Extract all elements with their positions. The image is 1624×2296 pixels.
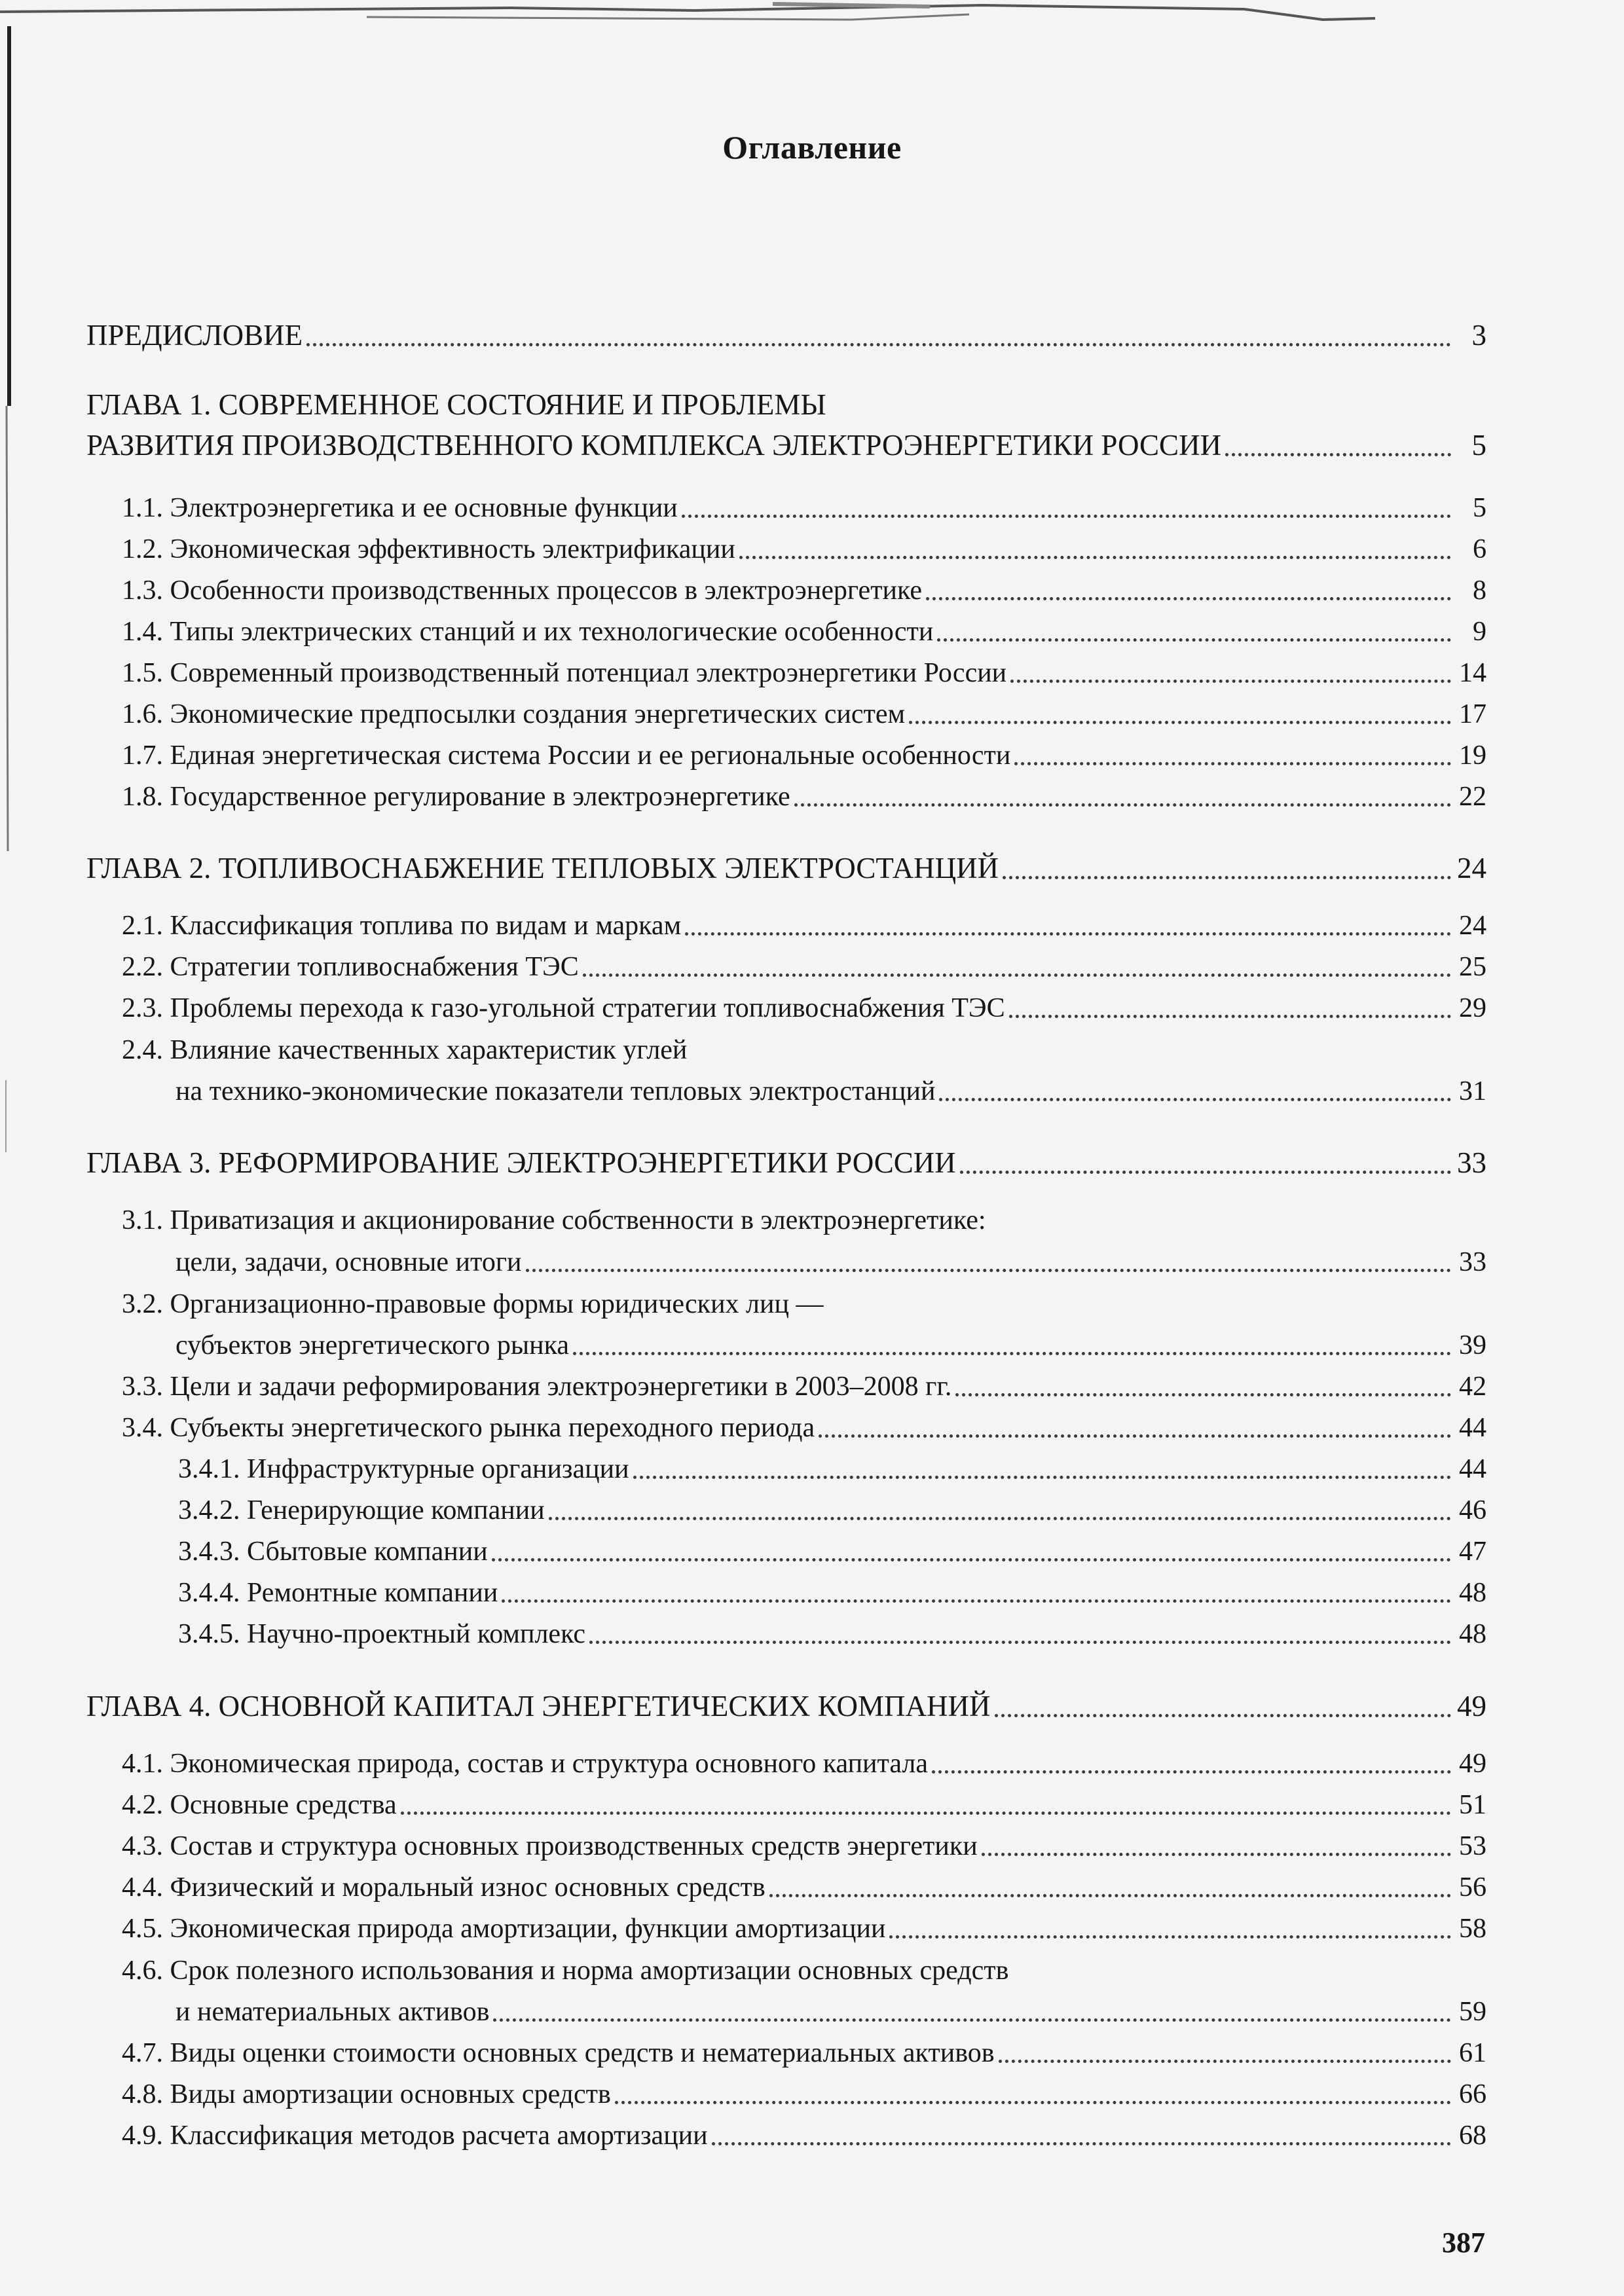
entry-page: 33 [1459,1247,1486,1277]
dot-leader [794,803,1451,807]
entry-page: 51 [1459,1790,1486,1820]
entry-page: 6 [1473,534,1486,564]
entry-title: 1.8. Государственное регулирование в электроэнергетике [122,782,790,812]
entry-title: 1.1. Электроэнергетика и ее основные функции [122,493,678,523]
entry-title: РАЗВИТИЯ ПРОИЗВОДСТВЕННОГО КОМПЛЕКСА ЭЛЕКТРОЭНЕРГЕТИКИ РОССИИ [86,429,1222,462]
dot-leader [909,721,1451,724]
dot-leader [685,932,1451,936]
entry-page: 48 [1459,1578,1486,1608]
dot-leader [995,1714,1451,1717]
toc-entry[interactable] [122,1789,1486,1821]
toc-entry[interactable] [86,1146,1486,1180]
entry-title-line: 3.2. Организационно-правовые формы юридических лиц — [122,1289,824,1319]
dot-leader [889,1935,1451,1939]
toc-entry[interactable] [178,1618,1486,1650]
dot-leader [932,1770,1451,1774]
toc-entry[interactable] [175,1076,1486,1107]
dot-leader [926,597,1451,600]
entry-page: 56 [1459,1872,1486,1903]
entry-page: 59 [1459,1997,1486,2027]
entry-page: 58 [1459,1914,1486,1944]
entry-title: 3.4.2. Генерирующие компании [178,1495,545,1525]
toc-entry[interactable] [86,428,1486,462]
entry-title: 4.3. Состав и структура основных производственных средств энергетики [122,1831,978,1861]
toc-entry[interactable] [122,534,1486,565]
entry-page: 49 [1457,1690,1486,1722]
entry-page: 49 [1459,1749,1486,1779]
toc-entry[interactable] [86,318,1486,352]
entry-title: 4.9. Классификация методов расчета амортизации [122,2121,708,2151]
toc-entry[interactable] [122,657,1486,689]
toc-entry[interactable] [178,1453,1486,1485]
toc-entry[interactable] [178,1536,1486,1567]
dot-leader [502,1599,1451,1603]
entry-title: на технико-экономические показатели тепловых электростанций [175,1076,936,1106]
page-number: 387 [1442,2227,1485,2259]
entry-page: 48 [1459,1619,1486,1649]
entry-page: 14 [1459,658,1486,688]
dot-leader [1014,762,1451,765]
entry-title: 1.2. Экономическая эффективность электрификации [122,534,735,564]
entry-title: 1.6. Экономические предпосылки создания энергетических систем [122,699,906,729]
dot-leader [1010,680,1451,683]
dot-leader [526,1269,1451,1272]
dot-leader [1009,1015,1451,1018]
entry-title: субъектов энергетического рынка [175,1330,570,1360]
dot-leader [1003,876,1451,879]
dot-leader [306,343,1451,346]
entry-title: ГЛАВА 3. РЕФОРМИРОВАНИЕ ЭЛЕКТРОЭНЕРГЕТИКИ РОССИИ [86,1146,956,1179]
toc-entry[interactable] [122,1412,1486,1444]
entry-page: 42 [1459,1372,1486,1402]
entry-title-line: 3.1. Приватизация и акционирование собственности в электроэнергетике: [122,1205,986,1235]
entry-title: ПРЕДИСЛОВИЕ [86,319,303,352]
toc-entry[interactable] [178,1495,1486,1526]
toc-entry[interactable] [122,2120,1486,2151]
dot-leader [682,515,1451,518]
entry-page: 29 [1459,993,1486,1023]
entry-title: 3.3. Цели и задачи реформирования электроэнергетики в 2003–2008 гг. [122,1372,952,1402]
entry-title: 1.4. Типы электрических станций и их технологические особенности [122,617,934,647]
entry-page: 47 [1459,1537,1486,1567]
toc-entry[interactable] [122,1831,1486,1862]
dot-leader [999,2060,1451,2063]
entry-title: 4.1. Экономическая природа, состав и структура основного капитала [122,1749,929,1779]
entry-title: 3.4.1. Инфраструктурные организации [178,1454,629,1484]
entry-page: 68 [1459,2121,1486,2151]
toc-entry[interactable] [86,1689,1486,1723]
entry-page: 19 [1459,740,1486,771]
entry-title: 1.7. Единая энергетическая система России и ее региональные особенности [122,740,1011,771]
entry-title: ГЛАВА 2. ТОПЛИВОСНАБЖЕНИЕ ТЕПЛОВЫХ ЭЛЕКТРОСТАНЦИЙ [86,852,999,884]
entry-page: 8 [1473,575,1486,606]
entry-title: 3.4. Субъекты энергетического рынка переходного периода [122,1413,815,1443]
entry-title: 3.4.5. Научно-проектный комплекс [178,1619,586,1649]
entry-page: 66 [1459,2079,1486,2109]
entry-page: 17 [1459,699,1486,729]
dot-leader [712,2142,1451,2145]
toc-entry[interactable] [122,699,1486,730]
dot-leader [583,974,1451,977]
dot-leader [492,1558,1451,1561]
entry-title: 4.2. Основные средства [122,1790,397,1820]
entry-page: 44 [1459,1413,1486,1443]
toc-entry[interactable] [122,2037,1486,2069]
dot-leader [549,1517,1451,1520]
entry-page: 39 [1459,1330,1486,1360]
entry-page: 25 [1459,952,1486,982]
entry-title: 4.5. Экономическая природа амортизации, функции амортизации [122,1914,886,1944]
entry-page: 46 [1459,1495,1486,1525]
toc-entry[interactable] [122,1913,1486,1944]
dot-leader [589,1641,1451,1644]
entry-title-line: 2.4. Влияние качественных характеристик углей [122,1035,688,1065]
entry-title: 2.3. Проблемы перехода к газо-угольной стратегии топливоснабжения ТЭС [122,993,1005,1023]
toc-entry[interactable] [122,951,1486,983]
page-title: Оглавление [722,129,902,166]
entry-page: 31 [1459,1076,1486,1106]
toc-entry[interactable] [122,910,1486,941]
entry-title: цели, задачи, основные итоги [175,1247,522,1277]
entry-title: 4.4. Физический и моральный износ основных средств [122,1872,766,1903]
toc-entry[interactable] [122,1748,1486,1779]
toc-entry[interactable] [122,492,1486,524]
dot-leader [739,556,1451,559]
dot-leader [493,2018,1451,2022]
entry-title-line: ГЛАВА 1. СОВРЕМЕННОЕ СОСТОЯНИЕ И ПРОБЛЕМЫ [86,388,826,421]
entry-title: 4.8. Виды амортизации основных средств [122,2079,611,2109]
dot-leader [633,1476,1451,1479]
entry-page: 22 [1459,782,1486,812]
entry-page: 61 [1459,2038,1486,2068]
toc-entry[interactable] [122,781,1486,812]
entry-page: 9 [1473,617,1486,647]
entry-page: 24 [1459,911,1486,941]
entry-title: 3.4.3. Сбытовые компании [178,1537,488,1567]
toc-entry[interactable] [122,1371,1486,1402]
entry-page: 53 [1459,1831,1486,1861]
entry-title: 2.2. Стратегии топливоснабжения ТЭС [122,952,579,982]
dot-leader [769,1894,1451,1897]
toc-entry[interactable] [178,1577,1486,1609]
entry-page: 24 [1457,852,1486,884]
entry-title: 4.7. Виды оценки стоимости основных средств и нематериальных активов [122,2038,995,2068]
toc-entry[interactable] [122,740,1486,771]
toc-entry[interactable] [122,1872,1486,1903]
dot-leader [1225,453,1451,456]
toc-entry[interactable] [122,993,1486,1024]
entry-title: 1.3. Особенности производственных процессов в электроэнергетике [122,575,923,606]
entry-page: 44 [1459,1454,1486,1484]
toc-entry[interactable] [86,851,1486,885]
entry-title-line: 4.6. Срок полезного использования и норма амортизации основных средств [122,1956,1009,1986]
entry-title: и нематериальных активов [175,1997,490,2027]
dot-leader [955,1393,1451,1396]
dot-leader [615,2101,1451,2104]
toc-entry[interactable] [122,616,1486,647]
toc-entry[interactable] [175,1996,1486,2028]
entry-title: 1.5. Современный производственный потенциал электроэнергетики России [122,658,1007,688]
dot-leader [960,1171,1451,1174]
entry-title: 2.1. Классификация топлива по видам и маркам [122,911,682,941]
dot-leader [982,1853,1451,1856]
dot-leader [573,1352,1451,1355]
entry-page: 5 [1473,493,1486,523]
dot-leader [939,1098,1451,1101]
entry-page: 5 [1471,429,1486,462]
toc-entry[interactable] [122,2079,1486,2110]
toc-entry[interactable] [122,575,1486,606]
entry-page: 3 [1471,319,1486,352]
dot-leader [937,638,1451,642]
dot-leader [819,1434,1451,1438]
entry-title: 3.4.4. Ремонтные компании [178,1578,498,1608]
entry-page: 33 [1457,1146,1486,1179]
toc-entry[interactable] [175,1330,1486,1361]
entry-title: ГЛАВА 4. ОСНОВНОЙ КАПИТАЛ ЭНЕРГЕТИЧЕСКИХ КОМПАНИЙ [86,1690,991,1722]
dot-leader [401,1812,1451,1815]
toc-entry[interactable] [175,1247,1486,1278]
